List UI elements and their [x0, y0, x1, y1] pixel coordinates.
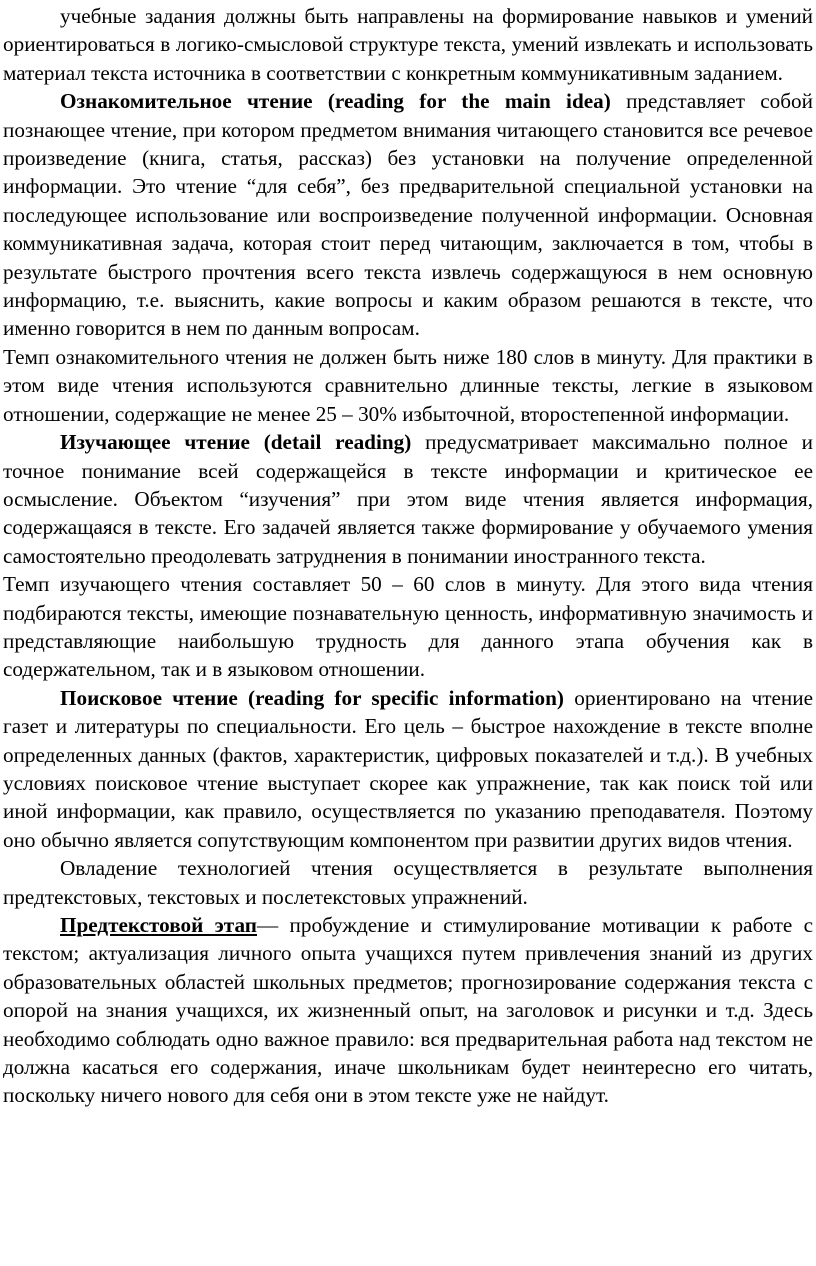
paragraph-intro [3, 2, 813, 87]
paragraph-pretext-stage [3, 911, 813, 1110]
paragraph-reading-technology [3, 854, 813, 911]
paragraph-skimming-pace [3, 343, 813, 428]
paragraph-scanning-reading [3, 684, 813, 854]
paragraph-text: представляет собой познающее чтение, при котором предметом внимания читающего становится все речевое произведение (книга, статья, рассказ) без установки на получение определенной информации. Это чтение “для себя”, без предварительной специальной установки на последующее использование или воспроизведение полученной информации. Основная коммуникативная задача, которая стоит перед читающим, заключается в том, чтобы в результате быстрого прочтения всего текста извлечь содержащуюся в нем основную информацию, т.е. выяснить, какие вопросы и каким образом решаются в тексте, что именно говорится в нем по данным вопросам. [3, 89, 813, 341]
paragraph-text: учебные задания должны быть направлены на формирование навыков и умений ориентироваться в логико-смысловой структуре текста, умений извлекать и использовать материал текста источника в соответствии с конкретным коммуникативным заданием. [3, 4, 813, 85]
paragraph-skimming-reading [3, 87, 813, 343]
paragraph-detail-pace [3, 570, 813, 684]
paragraph-text: — пробуждение и стимулирование мотивации к работе с текстом; актуализация личного опыта учащихся путем привлечения знаний из других образовательных областей школьных предметов; прогнозирование содержания текста с опорой на знания учащихся, их жизненный опыт, на заголовок и рисунки и т.д. Здесь необходимо соблюдать одно важное правило: вся предварительная работа над текстом не должна касаться его содержания, иначе школьникам будет неинтересно его читать, поскольку ничего нового для себя они в этом тексте уже не найдут. [3, 913, 814, 1108]
term-scanning-reading: Поисковое чтение (reading for specific information) [60, 685, 564, 710]
term-skimming-reading: Ознакомительное чтение (reading for the main idea) [60, 89, 611, 114]
term-pretext-stage: Предтекстовой этап [60, 913, 257, 937]
term-detail-reading: Изучающее чтение (detail reading) [60, 430, 412, 455]
paragraph-text: предусматривает максимально полное и точное понимание всей содержащейся в тексте информации и критическое ее осмысление. Объектом “изучения” при этом виде чтения является информация, содержащаяся в тексте. Его задачей является также формирование у обучаемого умения самостоятельно преодолевать затруднения в понимании иностранного текста. [3, 430, 813, 568]
paragraph-text: Темп ознакомительного чтения не должен быть ниже 180 слов в минуту. Для практики в этом виде чтения используются сравнительно длинные тексты, легкие в языковом отношении, содержащие не менее 25 – 30% избыточной, второстепенной информации. [3, 344, 813, 426]
paragraph-text: Овладение технологией чтения осуществляется в результате выполнения предтекстовых, текстовых и послетекстовых упражнений. [3, 856, 813, 909]
paragraph-detail-reading [3, 428, 813, 570]
paragraph-text: Темп изучающего чтения составляет 50 – 60 слов в минуту. Для этого вида чтения подбираются тексты, имеющие познавательную ценность, информативную значимость и представляющие наибольшую трудность для данного этапа обучения как в содержательном, так и в языковом отношении. [3, 572, 813, 682]
paragraph-text: ориентировано на чтение газет и литературы по специальности. Его цель – быстрое нахождение в тексте вполне определенных данных (фактов, характеристик, цифровых показателей и т.д.). В учебных условиях поисковое чтение выступает скорее как упражнение, так как поиск той или иной информации, как правило, осуществляется по указанию преподавателя. Поэтому оно обычно является сопутствующим компонентом при развитии других видов чтения. [3, 685, 813, 852]
